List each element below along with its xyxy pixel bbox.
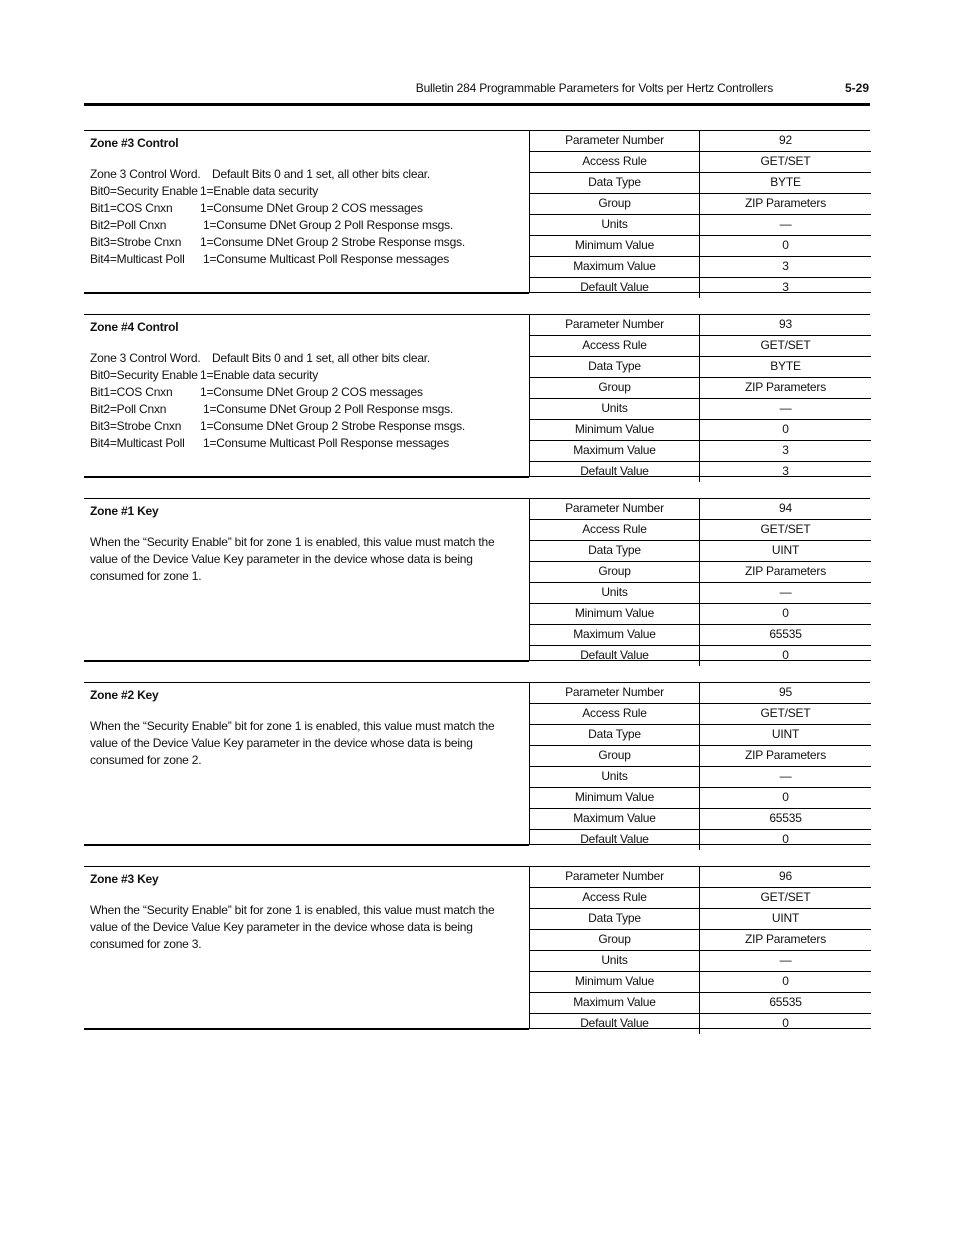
- parameter-row: [530, 131, 871, 152]
- parameter-value: 95: [779, 685, 792, 699]
- description-term: Bit3=Strobe Cnxn: [90, 419, 182, 433]
- parameter-label: Group: [530, 930, 700, 950]
- parameter-title: Zone #2 Key: [90, 688, 159, 702]
- description-meaning: 1=Consume DNet Group 2 Poll Response msgs.: [203, 218, 454, 232]
- description-meaning: 1=Consume Multicast Poll Response messages: [203, 436, 450, 450]
- description-term: Bit3=Strobe Cnxn: [90, 235, 182, 249]
- parameter-value: UINT: [771, 543, 800, 557]
- description-term: Zone 3 Control Word.: [90, 167, 201, 181]
- parameter-row: [530, 704, 871, 725]
- parameter-table: [529, 867, 871, 1029]
- description-line: [90, 234, 520, 251]
- parameter-value: 0: [782, 648, 789, 662]
- description-term: value of the Device Value Key parameter in the device whose data is being: [90, 552, 473, 566]
- description-text: [90, 534, 520, 585]
- parameter-row: [530, 788, 871, 809]
- parameter-label: Group: [530, 746, 700, 766]
- description-line: [90, 217, 520, 234]
- description-line: [90, 384, 520, 401]
- parameter-row: [530, 625, 871, 646]
- parameter-value: GET/SET: [760, 522, 811, 536]
- parameter-label: Data Type: [530, 725, 700, 745]
- description-meaning: 1=Enable data security: [200, 368, 319, 382]
- description-meaning: 1=Consume DNet Group 2 COS messages: [200, 201, 423, 215]
- description-term: value of the Device Value Key parameter in the device whose data is being: [90, 920, 473, 934]
- parameter-label: Maximum Value: [530, 441, 700, 461]
- parameter-row: [530, 583, 871, 604]
- parameter-row: [530, 236, 871, 257]
- description-text: [90, 718, 520, 769]
- parameter-row: [530, 809, 871, 830]
- parameter-row: [530, 646, 871, 666]
- parameter-value: UINT: [771, 911, 800, 925]
- parameter-block: [84, 130, 870, 293]
- parameter-label: Default Value: [530, 646, 700, 666]
- parameter-label: Units: [530, 767, 700, 787]
- description-text: [90, 902, 520, 953]
- parameter-description: [84, 315, 529, 478]
- parameter-row: [530, 420, 871, 441]
- parameter-row: [530, 378, 871, 399]
- parameter-description: [84, 131, 529, 294]
- parameter-block: [84, 866, 870, 1029]
- parameter-label: Units: [530, 215, 700, 235]
- parameter-row: [530, 867, 871, 888]
- parameter-value: 65535: [769, 995, 802, 1009]
- parameter-row: [530, 767, 871, 788]
- parameter-value: 65535: [769, 627, 802, 641]
- parameter-label: Minimum Value: [530, 420, 700, 440]
- parameter-label: Units: [530, 399, 700, 419]
- parameter-block: [84, 498, 870, 661]
- description-term: Bit2=Poll Cnxn: [90, 218, 167, 232]
- parameter-label: Parameter Number: [530, 315, 700, 335]
- description-term: Bit2=Poll Cnxn: [90, 402, 167, 416]
- parameter-value: GET/SET: [760, 154, 811, 168]
- parameter-label: Group: [530, 562, 700, 582]
- parameter-label: Maximum Value: [530, 809, 700, 829]
- parameter-label: Data Type: [530, 357, 700, 377]
- parameter-value: ZIP Parameters: [744, 564, 826, 578]
- parameter-block: [84, 314, 870, 477]
- parameter-label: Default Value: [530, 462, 700, 482]
- parameter-value: BYTE: [770, 175, 801, 189]
- parameter-value: ZIP Parameters: [744, 196, 826, 210]
- parameter-label: Default Value: [530, 830, 700, 850]
- description-line: [90, 200, 520, 217]
- description-term: Bit4=Multicast Poll: [90, 252, 185, 266]
- description-meaning: 1=Consume DNet Group 2 Poll Response msgs.: [203, 402, 454, 416]
- parameter-label: Parameter Number: [530, 499, 700, 519]
- description-meaning: Default Bits 0 and 1 set, all other bits clear.: [212, 167, 431, 181]
- parameter-label: Maximum Value: [530, 993, 700, 1013]
- parameter-label: Access Rule: [530, 520, 700, 540]
- description-line: [90, 902, 520, 919]
- parameter-row: [530, 315, 871, 336]
- parameter-label: Access Rule: [530, 704, 700, 724]
- description-term: When the “Security Enable” bit for zone 1 is enabled, this value must match the: [90, 535, 495, 549]
- description-line: [90, 735, 520, 752]
- parameter-label: Default Value: [530, 1014, 700, 1034]
- parameter-value: 96: [779, 869, 792, 883]
- parameter-value: GET/SET: [760, 890, 811, 904]
- parameter-row: [530, 951, 871, 972]
- parameter-value: GET/SET: [760, 706, 811, 720]
- parameter-label: Group: [530, 378, 700, 398]
- parameter-row: [530, 520, 871, 541]
- parameter-row: [530, 909, 871, 930]
- parameter-label: Access Rule: [530, 888, 700, 908]
- parameter-table: [529, 499, 871, 661]
- parameter-value: 3: [782, 259, 789, 273]
- parameter-row: [530, 1014, 871, 1034]
- description-line: [90, 936, 520, 953]
- parameter-table: [529, 315, 871, 477]
- description-meaning: 1=Consume DNet Group 2 COS messages: [200, 385, 423, 399]
- parameter-label: Minimum Value: [530, 604, 700, 624]
- description-term: When the “Security Enable” bit for zone 1 is enabled, this value must match the: [90, 719, 495, 733]
- parameter-label: Group: [530, 194, 700, 214]
- page-header: [84, 79, 870, 106]
- parameter-description: [84, 683, 529, 846]
- parameter-label: Minimum Value: [530, 788, 700, 808]
- parameter-value: 0: [782, 832, 789, 846]
- parameter-label: Minimum Value: [530, 236, 700, 256]
- parameter-row: [530, 194, 871, 215]
- parameter-row: [530, 462, 871, 482]
- parameter-label: Parameter Number: [530, 683, 700, 703]
- description-meaning: 1=Consume DNet Group 2 Strobe Response msgs.: [200, 419, 466, 433]
- parameter-row: [530, 499, 871, 520]
- parameter-label: Data Type: [530, 173, 700, 193]
- description-line: [90, 183, 520, 200]
- description-line: [90, 401, 520, 418]
- parameter-label: Minimum Value: [530, 972, 700, 992]
- description-line: [90, 568, 520, 585]
- parameter-row: [530, 399, 871, 420]
- description-line: [90, 435, 520, 452]
- description-term: consumed for zone 1.: [90, 569, 202, 583]
- description-term: Bit1=COS Cnxn: [90, 201, 173, 215]
- parameter-value: 65535: [769, 811, 802, 825]
- description-line: [90, 534, 520, 551]
- parameter-row: [530, 152, 871, 173]
- parameter-label: Maximum Value: [530, 625, 700, 645]
- description-meaning: 1=Enable data security: [200, 184, 319, 198]
- parameter-row: [530, 441, 871, 462]
- parameter-row: [530, 604, 871, 625]
- parameter-value: —: [779, 585, 792, 599]
- parameter-label: Data Type: [530, 909, 700, 929]
- parameter-title: Zone #3 Key: [90, 872, 159, 886]
- parameter-value: 3: [782, 464, 789, 478]
- parameter-row: [530, 683, 871, 704]
- parameter-value: 92: [779, 133, 792, 147]
- parameter-description: [84, 867, 529, 1030]
- description-line: [90, 166, 520, 183]
- parameter-value: GET/SET: [760, 338, 811, 352]
- parameter-label: Units: [530, 583, 700, 603]
- parameter-label: Parameter Number: [530, 867, 700, 887]
- parameter-row: [530, 215, 871, 236]
- parameter-value: ZIP Parameters: [744, 380, 826, 394]
- description-term: Bit0=Security Enable: [90, 184, 198, 198]
- parameter-row: [530, 888, 871, 909]
- description-line: [90, 919, 520, 936]
- description-text: [90, 166, 520, 268]
- parameter-row: [530, 357, 871, 378]
- parameter-title: Zone #1 Key: [90, 504, 159, 518]
- parameter-row: [530, 725, 871, 746]
- parameter-row: [530, 993, 871, 1014]
- parameter-title: Zone #3 Control: [90, 136, 179, 150]
- parameter-row: [530, 336, 871, 357]
- parameter-label: Units: [530, 951, 700, 971]
- parameter-table: [529, 683, 871, 845]
- description-term: Bit1=COS Cnxn: [90, 385, 173, 399]
- description-meaning: Default Bits 0 and 1 set, all other bits clear.: [212, 351, 431, 365]
- parameter-label: Data Type: [530, 541, 700, 561]
- parameter-row: [530, 562, 871, 583]
- description-line: [90, 551, 520, 568]
- parameter-value: UINT: [771, 727, 800, 741]
- description-term: consumed for zone 2.: [90, 753, 202, 767]
- parameter-value: 0: [782, 606, 789, 620]
- description-line: [90, 718, 520, 735]
- description-term: Zone 3 Control Word.: [90, 351, 201, 365]
- description-term: Bit0=Security Enable: [90, 368, 198, 382]
- parameter-table: [529, 131, 871, 293]
- parameter-row: [530, 257, 871, 278]
- description-line: [90, 350, 520, 367]
- parameter-value: 0: [782, 974, 789, 988]
- parameter-value: —: [779, 953, 792, 967]
- description-line: [90, 367, 520, 384]
- parameter-row: [530, 746, 871, 767]
- description-term: value of the Device Value Key parameter in the device whose data is being: [90, 736, 473, 750]
- parameter-value: 0: [782, 790, 789, 804]
- header-title: Bulletin 284 Programmable Parameters for Volts per Hertz Controllers: [415, 81, 773, 95]
- parameter-row: [530, 173, 871, 194]
- description-meaning: 1=Consume DNet Group 2 Strobe Response msgs.: [200, 235, 466, 249]
- description-line: [90, 251, 520, 268]
- page-number: 5-29: [844, 81, 869, 95]
- parameter-row: [530, 830, 871, 850]
- parameter-row: [530, 278, 871, 298]
- parameter-label: Default Value: [530, 278, 700, 298]
- parameter-value: —: [779, 769, 792, 783]
- parameter-value: ZIP Parameters: [744, 748, 826, 762]
- description-term: consumed for zone 3.: [90, 937, 202, 951]
- parameter-title: Zone #4 Control: [90, 320, 179, 334]
- parameter-value: ZIP Parameters: [744, 932, 826, 946]
- parameter-value: —: [779, 217, 792, 231]
- parameter-description: [84, 499, 529, 662]
- description-text: [90, 350, 520, 452]
- parameter-value: 93: [779, 317, 792, 331]
- parameter-value: —: [779, 401, 792, 415]
- description-line: [90, 418, 520, 435]
- parameter-value: 3: [782, 280, 789, 294]
- parameter-label: Access Rule: [530, 152, 700, 172]
- parameter-label: Parameter Number: [530, 131, 700, 151]
- parameter-value: 0: [782, 422, 789, 436]
- parameter-label: Access Rule: [530, 336, 700, 356]
- description-line: [90, 752, 520, 769]
- description-meaning: 1=Consume Multicast Poll Response messages: [203, 252, 450, 266]
- parameter-value: 3: [782, 443, 789, 457]
- parameter-block: [84, 682, 870, 845]
- parameter-row: [530, 930, 871, 951]
- parameter-value: 0: [782, 1016, 789, 1030]
- parameter-row: [530, 541, 871, 562]
- description-term: Bit4=Multicast Poll: [90, 436, 185, 450]
- parameter-value: 0: [782, 238, 789, 252]
- description-term: When the “Security Enable” bit for zone 1 is enabled, this value must match the: [90, 903, 495, 917]
- parameter-label: Maximum Value: [530, 257, 700, 277]
- parameter-row: [530, 972, 871, 993]
- parameter-value: 94: [779, 501, 792, 515]
- parameter-value: BYTE: [770, 359, 801, 373]
